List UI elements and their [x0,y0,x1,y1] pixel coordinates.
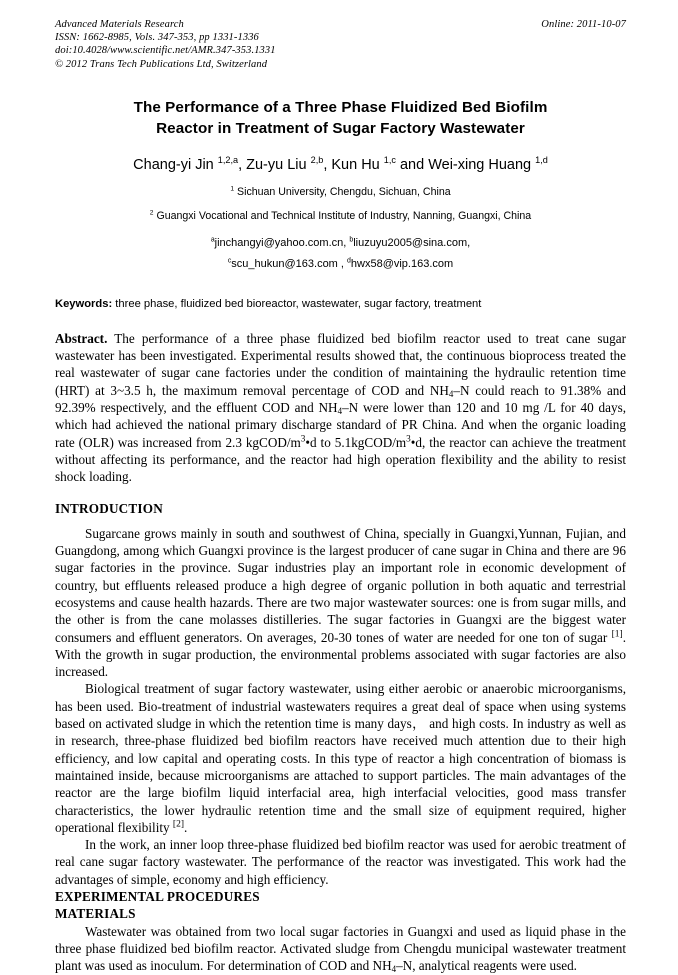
abstract-superscript-1: 3 [300,433,306,444]
author-marks: 2,b [310,154,324,165]
email-mark: a [210,236,215,244]
email-address[interactable]: hwx58@vip.163.com [350,257,454,270]
keywords [55,297,626,312]
author-name: Wei-xing Huang [428,156,532,173]
affiliation-2 [55,207,626,226]
email-address[interactable]: jinchangyi@yahoo.com.cn, [214,236,347,249]
intro-paragraph-2 [55,680,626,836]
email-mark: b [349,236,354,244]
keywords-label: Keywords: [55,297,113,310]
intro-p1-text-b: . With the growth in sugar production, the environmental problems associated with sugar factories are also increased. [55,629,626,680]
section-heading-materials: MATERIALS [55,906,136,922]
intro-p2-text-b: . [184,819,188,835]
citation-ref-1[interactable]: [1] [611,629,623,640]
author-marks: 1,c [383,154,396,165]
author-3 [331,154,396,173]
intro-paragraph-1 [55,525,626,681]
email-mark: d [347,257,351,265]
email-line-2 [55,254,626,275]
section-heading-introduction: INTRODUCTION [55,501,163,517]
author-name: Kun Hu [331,156,380,173]
page-title: The Performance of a Three Phase Fluidized Bed Biofilm Reactor in Treatment of Sugar Factory Wastewater [133,98,548,137]
materials-p1-text-a: Wastewater was obtained from two local sugar factories in Guangxi and used as liquid phase in the three phase fluidized bed biofilm reactor. Activated sludge from Chengdu municipal wastewater treatment plant was used as inoculum. For determination of COD and NH [55,923,626,974]
email-address[interactable]: liuzuyu2005@sina.com, [353,236,471,249]
affiliation-mark: 1 [230,185,235,193]
author-sep-1: , [238,156,247,173]
author-name: Chang-yi Jin [133,156,214,173]
affiliation-mark: 2 [149,209,154,217]
citation-ref-2[interactable]: [2] [172,819,184,830]
author-2 [246,154,324,173]
abstract-label: Abstract. [55,330,108,346]
online-date: Online: 2011-10-07 [541,19,626,30]
materials-p1-text-b: –N, analytical reagents were used. [396,958,577,974]
materials-paragraph-1 [55,923,626,975]
email-address[interactable]: scu_hukun@163.com , [231,257,344,270]
abstract-subscript-2: 4 [337,405,343,416]
email-mark: c [227,257,232,265]
author-sep-2: , [323,156,332,173]
abstract-subscript-1: 4 [448,388,454,399]
journal-header [55,18,626,71]
intro-paragraph-3: In the work, an inner loop three-phase fluidized bed biofilm reactor was used for aerobic treatment of real cane sugar factory wastewater. The performance of the reactor was investigated. This work had the advantages of simple, economy and high efficiency. [55,837,626,887]
keywords-value: three phase, fluidized bed bioreactor, wastewater, sugar factory, treatment [112,297,482,310]
intro-p1-text-a: Sugarcane grows mainly in south and southwest of China, specially in Guangxi,Yunnan, Fujian, and Guangdong, among which Guangxi province is the largest producer of cane sugar in China and there are 96 sugar factories in the province. Sugar industries play an important role in economic development of country, but effluents released produce a high degree of organic pollution in both aquatic and terrestrial ecosystems and cause health hazards. There are two major wastewater sources: one is from sugar mills, and the other is from the cane molasses distilleries. The sugar factories in Guangxi are the biggest water consumers and effluent generators. On averages, 20-30 tones of water are needed for one ton of sugar [55,525,626,645]
abstract [55,330,626,486]
journal-name: Advanced Materials Research [55,19,184,30]
author-list [55,156,626,175]
abstract-text-5: •d, the reactor can achieve the treatment without affecting its performance, and the reactor had high operation flexibility and the ability to resist shock loading. [55,434,626,485]
materials-subscript: 4 [391,964,397,975]
doi-line: doi:10.4028/www.scientific.net/AMR.347-353.1331 [55,45,276,57]
intro-p2-text-a: Biological treatment of sugar factory wastewater, using either aerobic or anaerobic microorganisms, has been used. Bio-treatment of industrial wastewaters requires a great deal of space when using systems based on activated sludge in which the retention time is many days， and high costs. In industry as well as in research, three-phase fluidized bed biofilm reactors have received much attention due to their high efficiency, and low capital and operating costs. In this type of reactor a high concentration of biomass is maintained inside, because microorganisms are attached to support particles. The main advantages of the reactor are the large biofilm liquid interfacial area, high interfacial velocities, good mass transfer characteristics, the lower hydraulic retention time and the small size of equipment required, higher operational flexibility [55,681,626,835]
author-conjunction: and [395,156,429,173]
email-line-1 [55,233,626,254]
author-name: Zu-yu Liu [246,156,307,173]
abstract-text-1: The performance of a three phase fluidized bed biofilm reactor used to treat cane sugar wastewater has been investigated. Experimental results showed that, the continuous bioprocess treated the real wastewater of sugar cane factories under the condition of maintaining the hydraulic retention time (HRT) at 3~3.5 h, the maximum removal percentage of COD and NH [55,330,626,398]
abstract-superscript-2: 3 [406,433,411,444]
abstract-text-3: –N were lower than 120 and 10 mg /L for 40 days, which had achieved the national primary discharge standard of PR China. And when the organic loading rate (OLR) was increased from 2.3 kgCOD/m [55,400,626,450]
abstract-text-4: •d to 5.1kgCOD/m [305,434,407,450]
abstract-text-2: –N could reach to 91.38% and 92.39% respectively, and the effluent COD and NH [55,382,626,415]
author-1 [133,154,239,173]
issn-line: ISSN: 1662-8985, Vols. 347-353, pp 1331-1336 [55,32,259,44]
affiliation-1 [55,183,626,202]
author-marks: 1,d [535,154,548,165]
affiliation-text: Guangxi Vocational and Technical Institute of Industry, Nanning, Guangxi, China [156,209,532,222]
author-4 [428,154,548,173]
section-heading-experimental-procedures: EXPERIMENTAL PROCEDURES [55,889,260,905]
copyright-line: © 2012 Trans Tech Publications Ltd, Switzerland [55,58,268,70]
affiliation-text: Sichuan University, Chengdu, Sichuan, China [237,185,451,198]
author-marks: 1,2,a [217,154,239,165]
